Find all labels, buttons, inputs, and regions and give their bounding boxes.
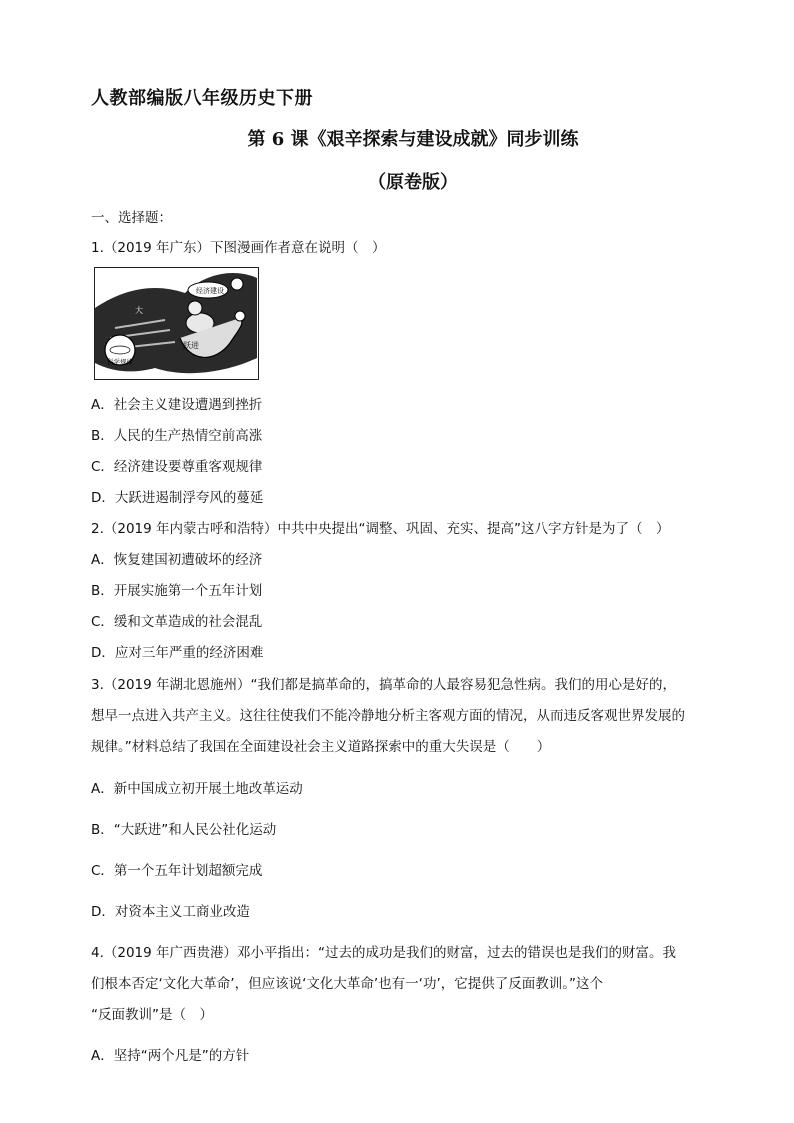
question-1-option-d: D．大跃进遏制浮夸风的蔓延 [91,490,264,506]
cartoon-label-science: 科学规律 [107,358,133,366]
section-heading: 一、选择题： [91,210,172,226]
question-1-cartoon [94,267,259,380]
question-1-stem: 1.（2019 年广东）下图漫画作者意在说明（ ） [91,240,386,256]
rider-head [188,301,202,315]
creature-head [235,311,245,321]
question-1-option-c: C．经济建设要尊重客观规律 [91,459,263,475]
question-3-stem-line-3: 规律。”材料总结了我国在全面建设社会主义道路探索中的重大失误是（ ） [91,739,551,755]
edition-label: （原卷版） [368,172,458,193]
book-title: 人教部编版八年级历史下册 [91,88,313,109]
question-4-stem-line-3: “反面教训”是（ ） [91,1007,213,1023]
question-2-option-a: A．恢复建国初遭破坏的经济 [91,552,263,568]
question-4-stem-line-1: 4.（2019 年广西贵港）邓小平指出：“过去的成功是我们的财富，过去的错误也是我们的财富。我 [91,945,677,961]
question-1-option-a: A．社会主义建设遭遇到挫折 [91,397,263,413]
question-4-stem-line-2: 们根本否定‘文化大革命’，但应该说‘文化大革命’也有一‘功’，它提供了反面教训。”这个 [91,976,603,992]
cartoon-illustration [95,268,257,378]
question-2-option-c: C．缓和文革造成的社会混乱 [91,614,263,630]
question-4-option-a: A．坚持“两个凡是”的方针 [91,1048,250,1064]
question-3-option-c: C．第一个五年计划超额完成 [91,863,263,879]
question-3-stem-line-1: 3.（2019 年湖北恩施州）“我们都是搞革命的，搞革命的人最容易犯急性病。我们的用心是好的， [91,677,677,693]
question-3-option-d: D．对资本主义工商业改造 [91,904,250,920]
cartoon-label-big: 大 [135,306,143,315]
cartoon-label-leap: 跃进 [183,341,199,350]
cartoon-label-economy: 经济建设 [196,287,224,295]
question-3-option-b: B．“大跃进”和人民公社化运动 [91,822,277,838]
question-2-stem: 2.（2019 年内蒙古呼和浩特）中共中央提出“调整、巩固、充实、提高”这八字方针是为了（ ） [91,521,670,537]
lesson-title: 第 6 课《艰辛探索与建设成就》同步训练 [247,129,579,150]
emblem-icon [231,278,243,290]
question-1-option-b: B．人民的生产热情空前高涨 [91,428,263,444]
question-3-option-a: A．新中国成立初开展土地改革运动 [91,781,303,797]
question-2-option-d: D．应对三年严重的经济困难 [91,645,264,661]
question-3-stem-line-2: 想早一点进入共产主义。这往往使我们不能冷静地分析主客观方面的情况，从而违反客观世界发展的 [91,708,685,724]
question-2-option-b: B．开展实施第一个五年计划 [91,583,263,599]
